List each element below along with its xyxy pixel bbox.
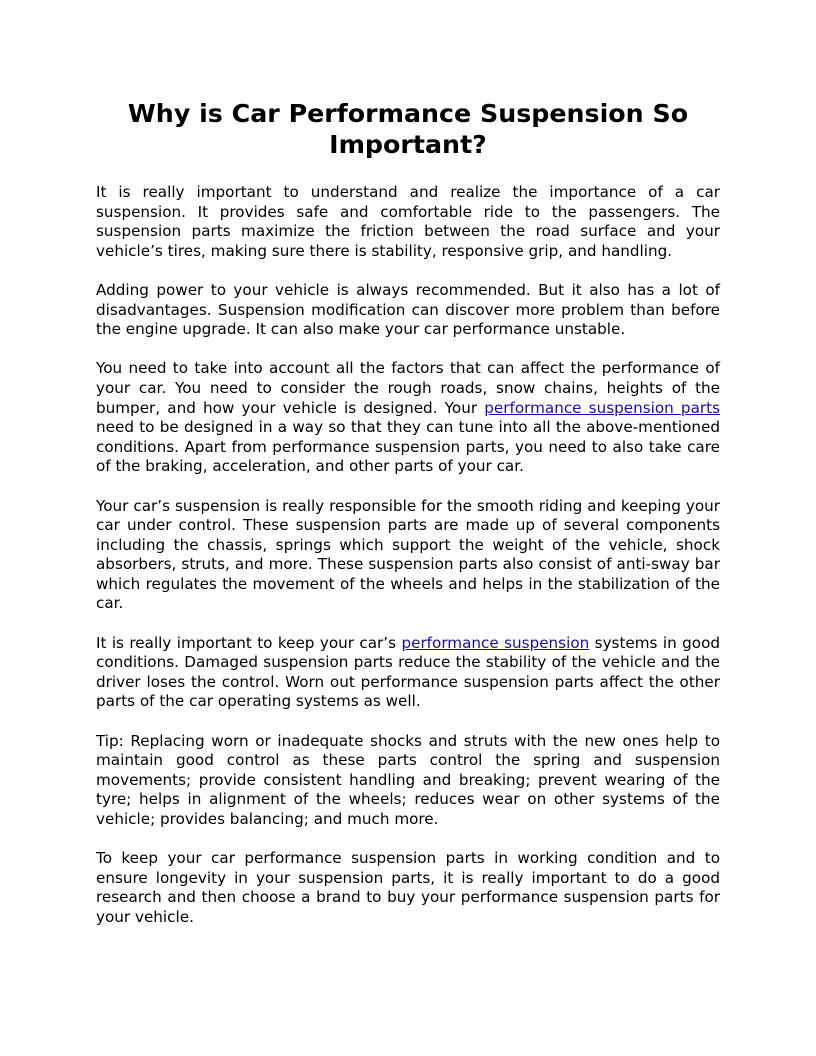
- performance-suspension-link[interactable]: performance suspension: [401, 633, 590, 652]
- paragraph-tip: Tip: Replacing worn or inadequate shocks and struts with the new ones help to maintain good control as these parts control the spring and suspension movements; provide consistent handling and breaking; prevent wearing of the tyre; helps in alignment of the wheels; reduces wear on other systems of the vehicle; provides balancing; and much more.: [96, 731, 720, 828]
- paragraph-text: need to be designed in a way so that they can tune into all the above-mentioned conditions. Apart from performance suspension parts, you need to also take care of the braking, acceleration, and other parts of your car.: [96, 418, 720, 476]
- document-page: [96, 98, 720, 947]
- paragraph-conclusion: To keep your car performance suspension parts in working condition and to ensure longevity in your suspension parts, it is really important to do a good research and then choose a brand to buy your performance suspension parts for your vehicle.: [96, 849, 720, 926]
- performance-suspension-parts-link[interactable]: performance suspension parts: [484, 398, 720, 417]
- paragraph-conditions: [96, 634, 720, 712]
- page-title: Why is Car Performance Suspension So Important?: [127, 99, 689, 159]
- paragraph-text: You need to take into account all the factors that can affect the performance of your car. You need to consider the rough roads, snow chains, heights of the bumper, and how your vehicle is designed. Your: [96, 359, 720, 417]
- paragraph-text: systems in good conditions. Damaged suspension parts reduce the stability of the vehicle and the driver loses the control. Worn out performance suspension parts affect the other parts of the car operating systems as well.: [96, 633, 720, 711]
- paragraph-factors: [96, 359, 720, 477]
- paragraph-text: It is really important to keep your car’s: [96, 633, 402, 652]
- paragraph-power: Adding power to your vehicle is always recommended. But it also has a lot of disadvantages. Suspension modification can discover more problem than before the engine upgrade. It can also make your car performance unstable.: [96, 280, 720, 339]
- paragraph-components: Your car’s suspension is really responsible for the smooth riding and keeping your car under control. These suspension parts are made up of several components including the chassis, springs which support the weight of the vehicle, shock absorbers, struts, and more. These suspension parts also consist of anti-sway bar which regulates the movement of the wheels and helps in the stabilization of the car.: [96, 496, 720, 613]
- paragraph-intro: It is really important to understand and realize the importance of a car suspension. It provides safe and comfortable ride to the passengers. The suspension parts maximize the friction between the road surface and your vehicle’s tires, making sure there is stability, responsive grip, and handling.: [96, 183, 720, 260]
